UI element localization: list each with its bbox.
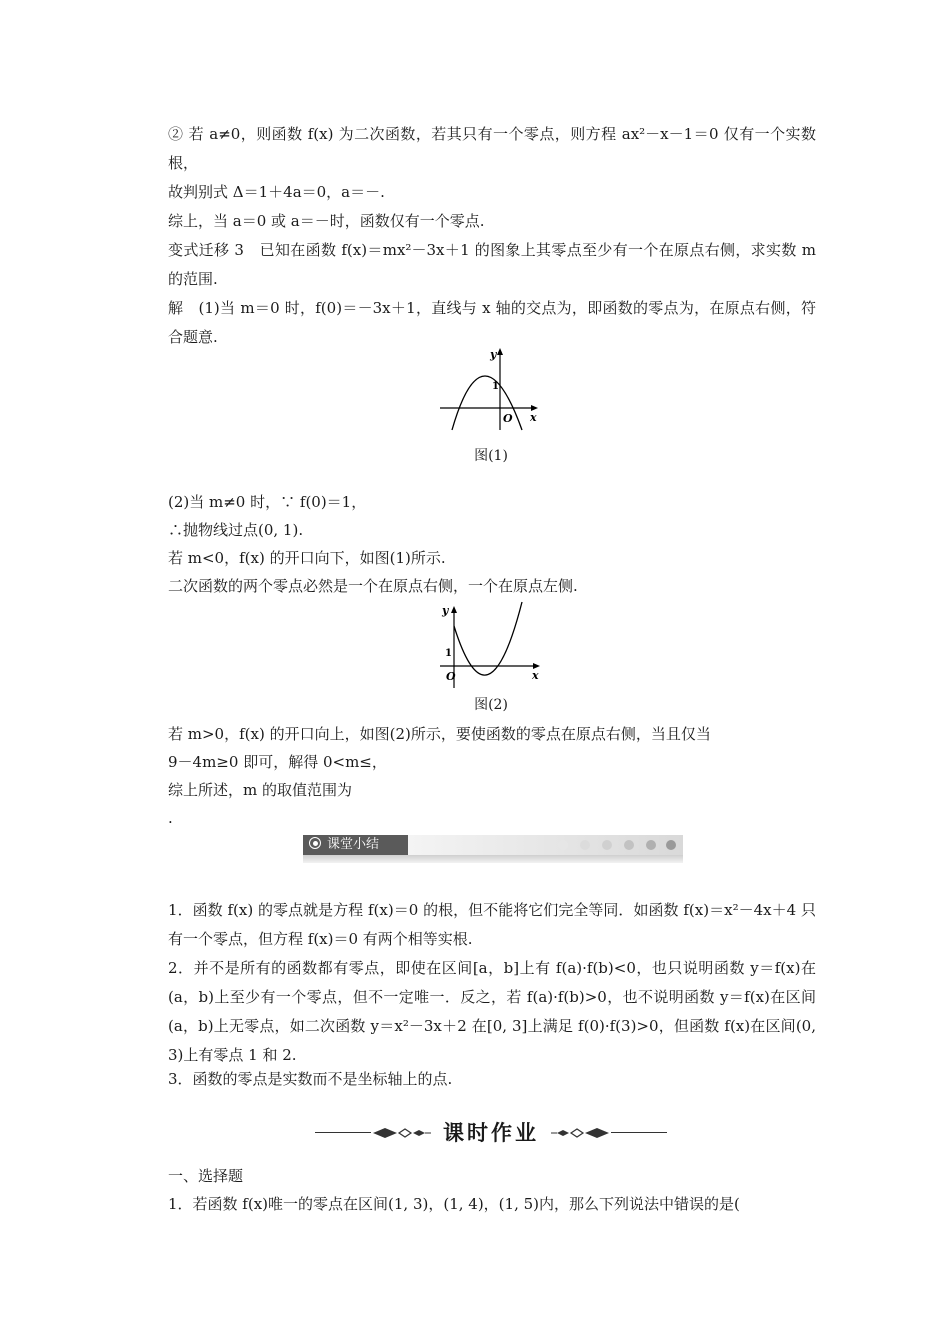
para-discriminant: 故判别式 Δ＝1＋4a＝0，a＝－. bbox=[168, 183, 385, 201]
homework-question-1: 1．若函数 f(x)唯一的零点在区间(1, 3)，(1, 4)，(1, 5)内，那么下列说法中错误的是( bbox=[168, 1195, 740, 1213]
para-two-zeros: 二次函数的两个零点必然是一个在原点右侧，一个在原点左侧. bbox=[168, 577, 578, 595]
summary-point-3: 3．函数的零点是实数而不是坐标轴上的点. bbox=[168, 1070, 453, 1088]
figure-2-caption: 图(2) bbox=[474, 697, 508, 713]
y-intercept-label: 1 bbox=[445, 648, 452, 659]
para-point: ∴抛物线过点(0, 1). bbox=[168, 521, 304, 539]
decor-dot-icon bbox=[558, 840, 568, 850]
figure-1-caption: 图(1) bbox=[474, 448, 508, 464]
section-bar-track bbox=[408, 835, 683, 855]
para-case-a-nonzero: ② 若 a≠0，则函数 f(x) 为二次函数，若其只有一个零点，则方程 ax²－x－1＝0 仅有一个实数根， bbox=[168, 125, 816, 172]
diamond-ornament-icon bbox=[371, 1126, 431, 1140]
homework-header bbox=[315, 1118, 667, 1148]
decor-dot-icon bbox=[580, 840, 590, 850]
para-exercise-3: 变式迁移 3 已知在函数 f(x)＝mx²－3x＋1 的图象上其零点至少有一个在原点右侧，求实数 m 的范围. bbox=[168, 241, 816, 288]
para-case-m-nonzero: (2)当 m≠0 时，∵ f(0)＝1， bbox=[168, 493, 367, 511]
decor-dot-icon bbox=[602, 840, 612, 850]
para-solution-1: 解 (1)当 m＝0 时，f(0)＝－3x＋1，直线与 x 轴的交点为，即函数的零点为，在原点右侧，符合题意. bbox=[168, 299, 816, 346]
para-solve-m: 9－4m≥0 即可，解得 0<m≤， bbox=[168, 753, 387, 771]
header-rule-left bbox=[315, 1132, 371, 1133]
decor-dot-icon bbox=[666, 840, 676, 850]
decor-dot-icon bbox=[646, 840, 656, 850]
diamond-ornament-icon bbox=[551, 1126, 611, 1140]
homework-title: 课时作业 bbox=[443, 1121, 539, 1145]
x-axis-label: x bbox=[532, 669, 539, 682]
section-bar-class-summary bbox=[303, 835, 683, 865]
homework-section-label: 一、选择题 bbox=[168, 1167, 244, 1185]
figure-2-graph bbox=[438, 600, 548, 688]
summary-point-2: 2．并不是所有的函数都有零点，即使在区间[a，b]上有 f(a)·f(b)<0，也只说明函数 y＝f(x)在(a，b)上至少有一个零点，但不一定唯一．反之，若 f(a)·f(b)>0，也不说明函数 y＝f(x)在区间(a，b)上无零点，如二次函数 y＝x²－3x＋2 在[0, 3]上满足 f(0)·f(3)>0，但函数 f(x)在区间(0, 3)上有零点 1 和 2. bbox=[168, 959, 816, 1064]
decor-dot-icon bbox=[624, 840, 634, 850]
x-axis-label: x bbox=[530, 411, 537, 424]
y-axis-arrow bbox=[451, 606, 457, 613]
section-bar-head bbox=[303, 835, 408, 855]
para-summary-range: 综上所述，m 的取值范围为 bbox=[168, 781, 352, 799]
y-axis-label: y bbox=[490, 348, 497, 361]
origin-label: O bbox=[446, 670, 456, 683]
section-bar-shadow bbox=[303, 855, 683, 863]
summary-point-1: 1．函数 f(x) 的零点就是方程 f(x)＝0 的根，但不能将它们完全等同．如函数 f(x)＝x²－4x＋4 只有一个零点，但方程 f(x)＝0 有两个相等实根. bbox=[168, 901, 816, 948]
section-bar-title: 课堂小结 bbox=[327, 837, 380, 852]
bullet-circle-icon bbox=[309, 837, 321, 849]
figure-1-graph bbox=[438, 342, 542, 432]
parabola-up bbox=[454, 602, 522, 675]
para-m-negative: 若 m<0，f(x) 的开口向下，如图(1)所示. bbox=[168, 549, 446, 567]
para-conclusion-a: 综上，当 a＝0 或 a＝－时，函数仅有一个零点. bbox=[168, 212, 485, 230]
y-axis-label: y bbox=[442, 604, 449, 617]
origin-label: O bbox=[503, 412, 513, 425]
header-rule-right bbox=[611, 1132, 667, 1133]
y-axis-arrow bbox=[497, 348, 503, 355]
para-range-dot: . bbox=[168, 809, 173, 827]
para-m-positive: 若 m>0，f(x) 的开口向上，如图(2)所示，要使函数的零点在原点右侧，当且仅当 bbox=[168, 725, 711, 743]
y-intercept-label: 1 bbox=[492, 381, 499, 392]
